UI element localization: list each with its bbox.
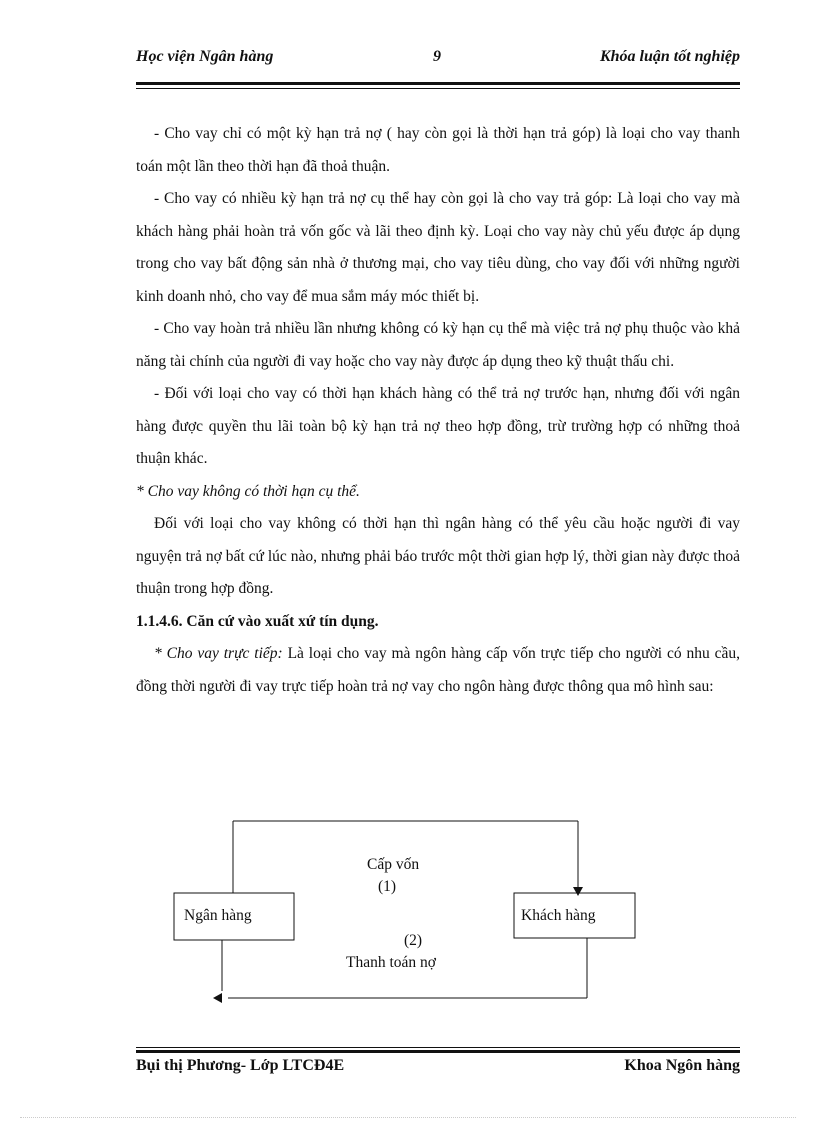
- paragraph-direct-loan: [136, 638, 740, 703]
- paragraph-installment-loan: - Cho vay có nhiều kỳ hạn trả nợ cụ thể hay còn gọi là cho vay trả góp: Là loại cho vay mà khách hàng phải hoàn trả vốn gốc và lãi theo định kỳ. Loại cho vay này chủ yếu được áp dụng trong cho vay bất động sản nhà ở thương mại, cho vay tiêu dùng, cho vay đối với những người kinh doanh nhỏ, cho vay để mua sắm máy móc thiết bị.: [136, 190, 740, 305]
- arrow-to-bank: [213, 993, 222, 1003]
- direct-loan-text: Là loại cho vay mà ngôn hàng cấp vốn trực tiếp cho người có nhu cầu, đồng thời người đi vay trực tiếp hoàn trả nợ vay cho ngôn hàng được thông qua mô hình sau:: [136, 645, 740, 695]
- lend-capital-label: Cấp vốn: [367, 856, 420, 873]
- footer-author: Bụi thị Phương- Lớp LTCĐ4E: [136, 1057, 345, 1074]
- step-2-label: (2): [404, 932, 423, 949]
- section-heading: 1.1.4.6. Căn cứ vào xuất xứ tín dụng.: [136, 612, 379, 630]
- paragraph-no-term-loan: Đối với loại cho vay không có thời hạn thì ngân hàng có thể yêu cầu hoặc người đi vay nguyện trả nợ bất cứ lúc nào, nhưng phải báo trước một thời gian hợp lý, thời gian này được thoả thuận trong hợp đồng.: [136, 515, 740, 597]
- header-page-number: 9: [433, 48, 441, 65]
- bank-box: [174, 893, 294, 940]
- page-body: [136, 118, 740, 703]
- page-header: [136, 48, 740, 72]
- bank-box-label: Ngân hàng: [184, 907, 252, 924]
- header-rule-thin: [136, 88, 740, 89]
- paragraph-single-term-loan: - Cho vay chỉ có một kỳ hạn trả nợ ( hay còn gọi là thời hạn trả góp) là loại cho vay thanh toán một lần theo thời hạn đã thoả thuận.: [136, 125, 740, 175]
- customer-box: [514, 893, 635, 938]
- page-footer: [136, 1057, 740, 1079]
- step-1-label: (1): [378, 878, 397, 895]
- footer-department: Khoa Ngôn hàng: [624, 1057, 740, 1074]
- page-edge-divider: [20, 1117, 796, 1118]
- paragraph-overdraft-loan: - Cho vay hoàn trả nhiều lần nhưng không có kỳ hạn cụ thể mà việc trả nợ phụ thuộc vào khả năng tài chính của người đi vay hoặc cho vay này được áp dụng theo kỹ thuật thấu chi.: [136, 320, 740, 370]
- header-institution: Học viện Ngân hàng: [136, 48, 274, 65]
- subheading-no-term-loan: * Cho vay không có thời hạn cụ thể.: [136, 482, 360, 500]
- footer-rule-thick: [136, 1050, 740, 1053]
- header-document-type: Khóa luận tốt nghiệp: [599, 48, 740, 65]
- footer-rule-thin: [136, 1047, 740, 1048]
- header-rule-thick: [136, 82, 740, 85]
- customer-box-label: Khách hàng: [521, 907, 596, 924]
- direct-loan-label: * Cho vay trực tiếp:: [154, 645, 283, 662]
- paragraph-early-repayment: - Đối với loại cho vay có thời hạn khách hàng có thể trả nợ trước hạn, nhưng đối với ngân hàng được quyền thu lãi toàn bộ kỳ hạn trả nợ theo hợp đồng, trừ trường hợp có những thoả thuận khác.: [136, 385, 740, 467]
- debt-payment-label: Thanh toán nợ: [346, 954, 436, 971]
- arrow-to-customer: [573, 887, 583, 896]
